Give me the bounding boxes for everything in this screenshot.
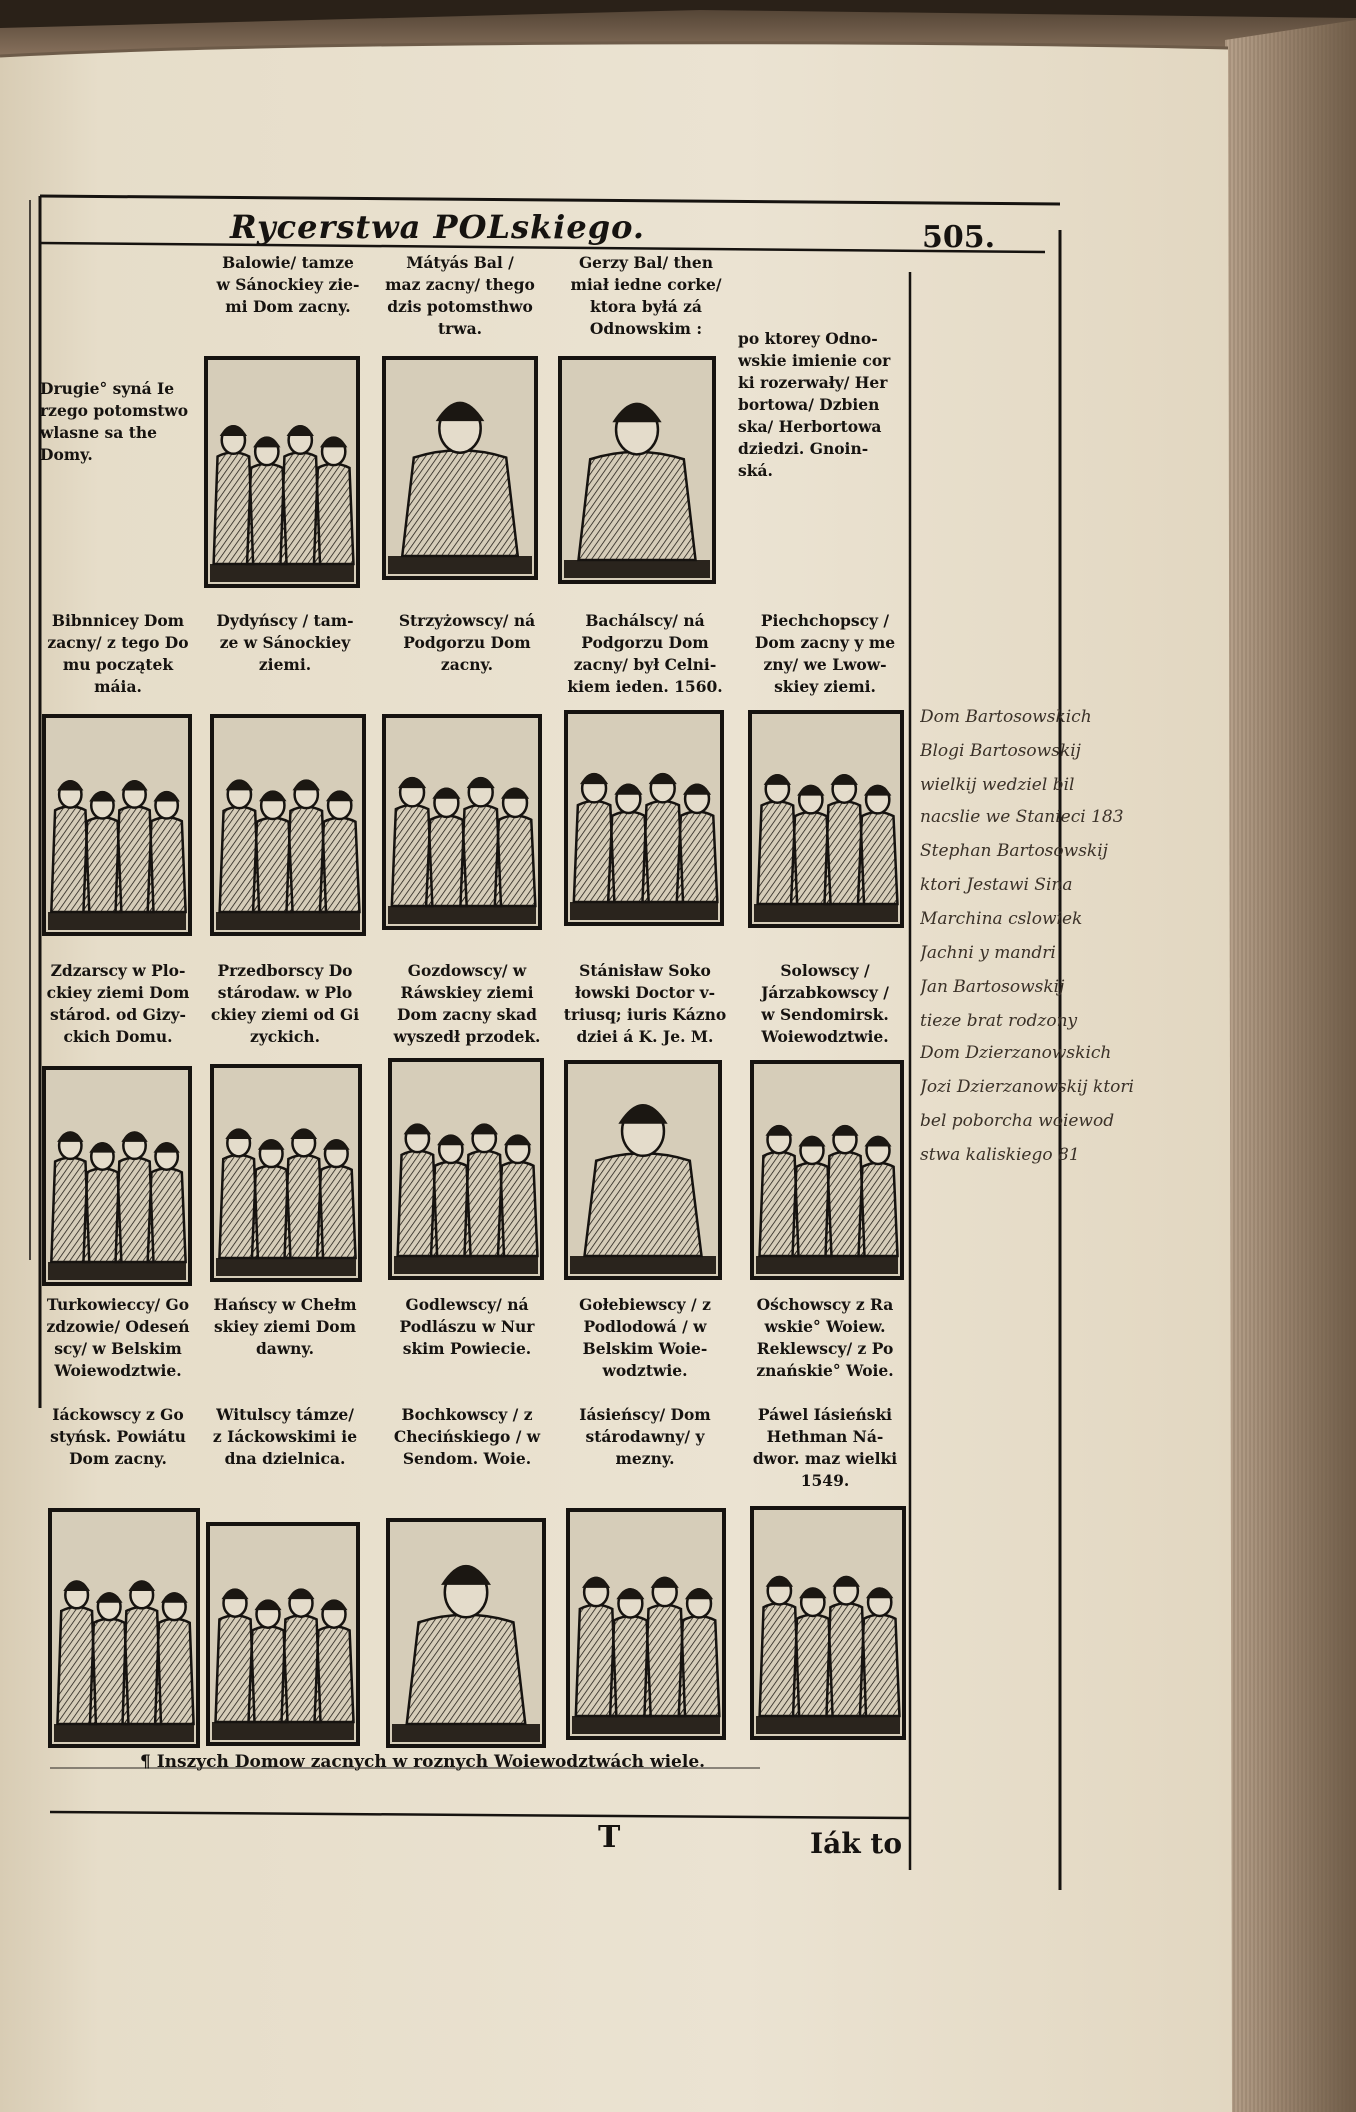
caption-r3-4: Stánisław Soko łowski Doctor v- triusq; iuris Kázno dziei á K. Je. M. [563, 961, 727, 1046]
marginalia-line: bel poborcha woiewod [920, 1111, 1115, 1131]
caption-r5-4: Iásieńscy/ Dom stárodawny/ y mezny. [579, 1405, 711, 1468]
marginalia-line: Dom Dzierzanowskich [920, 1043, 1112, 1063]
caption-r3-5: Solowscy / Járzabkowscy / w Sendomirsk. Woiewodztwie. [761, 961, 889, 1046]
caption-r3-3: Gozdowscy/ w Ráwskiey ziemi Dom zacny skad wyszedł przodek. [393, 961, 541, 1046]
woodcut-group-portrait [206, 358, 358, 586]
caption-r3-2: Przedborscy Do stárodaw. w Plo ckiey ziemi od Gi zyckich. [210, 961, 360, 1046]
woodcut-crowd [44, 716, 190, 934]
marginalia-line: Jan Bartosowskij [920, 977, 1065, 997]
marginalia-line: Dom Bartosowskich [920, 707, 1092, 727]
caption-r5-3: Bochkowscy / z Checińskiego / w Sendom. Woie. [393, 1405, 541, 1468]
caption-r2-3: Strzyżowscy/ ná Podgorzu Dom zacny. [398, 611, 536, 674]
woodcut-crowd [568, 1510, 724, 1738]
marginalia-line: wielkij wedziel bil [920, 775, 1075, 795]
woodcut-crowd [566, 712, 722, 924]
caption-r3-1: Zdzarscy w Plo- ckiey ziemi Dom stárod. od Gizy- ckich Domu. [46, 961, 190, 1046]
woodcut-noble-feathered-cap [44, 1068, 190, 1284]
caption-r1-side-right: po ktorey Odno- wskie imienie cor ki rozerwały/ Her bortowa/ Dzbien ska/ Herbortowa dziedzi. Gnoin- ská. [738, 329, 891, 480]
woodcut-crowd [212, 1066, 360, 1280]
marginalia-line: stwa kaliskiego 81 [920, 1145, 1080, 1165]
caption-r5-2: Witulscy támze/ z Iáckowskimi ie dna dzielnica. [212, 1405, 358, 1468]
caption-r5-1: Iáckowscy z Go styńsk. Powiátu Dom zacny. [50, 1405, 186, 1468]
marginalia-line: ktori Jestawi Sina [920, 875, 1073, 895]
woodcut-noble-fur-cap [384, 358, 536, 578]
woodcut-crowd [384, 716, 540, 928]
caption-r5-5: Páwel Iásieński Hethman Ná- dwor. maz wielki 1549. [752, 1405, 898, 1490]
folio-number: 505. [922, 220, 996, 255]
caption-r4-1: Turkowieccy/ Go zdzowie/ Odeseń scy/ w Belskim Woiewodztwie. [46, 1295, 190, 1380]
caption-r4-2: Hańscy w Chełm skiey ziemi Dom dawny. [213, 1295, 357, 1358]
woodcut-crowd [750, 712, 902, 926]
catchword: Iák to [810, 1827, 902, 1860]
caption-r4-3: Godlewscy/ ná Podlászu w Nur skim Powiecie. [399, 1295, 535, 1358]
marginalia-line: Blogi Bartosowskij [920, 741, 1081, 761]
marginalia-line: Jozi Dzierzanowskij ktori [920, 1077, 1134, 1097]
woodcut-knight-with-sword [560, 358, 714, 582]
woodcut-veiled-figure [388, 1520, 544, 1746]
marginalia-line: Jachni y mandri [920, 943, 1056, 963]
woodcut-crowd [752, 1508, 904, 1738]
running-head: Rycerstwa POLskiego. [230, 208, 645, 246]
marginalia-line: nacslie we Stanieci 183 [920, 807, 1124, 827]
marginalia-line: Marchina cslowiek [920, 909, 1083, 929]
footer-note: ¶ Inszych Domow zacnych w roznych Woiewodztwách wiele. [140, 1752, 706, 1772]
woodcut-crowd [390, 1060, 542, 1278]
caption-r2-1: Bibnnicey Dom zacny/ z tego Do mu początek máia. [47, 611, 189, 696]
caption-r1-3: Gerzy Bal/ then miał iedne corke/ ktora byłá zá Odnowskim : [570, 253, 722, 338]
woodcut-doctor-portrait [566, 1062, 720, 1278]
woodcut-crowd [208, 1524, 358, 1744]
caption-r4-5: Ośchowscy z Ra wskie° Woiew. Reklewscy/ z Po znańskie° Woie. [756, 1295, 894, 1380]
woodcut-crowd [50, 1510, 198, 1746]
caption-r2-4: Bachálscy/ ná Podgorzu Dom zacny/ był Celni- kiem ieden. 1560. [567, 611, 723, 696]
caption-r1-side: Drugie° syná Ie rzego potomstwo wlasne sa the Domy. [40, 379, 189, 464]
marginalia-line: Stephan Bartosowskij [920, 841, 1108, 861]
caption-r4-4: Gołebiewscy / z Podlodowá / w Belskim Woie- wodztwie. [579, 1295, 711, 1380]
caption-r2-2: Dydyńscy / tam- ze w Sánockiey ziemi. [216, 611, 354, 674]
marginalia-line: tieze brat rodzony [920, 1011, 1078, 1031]
signature-mark: T [598, 1820, 621, 1855]
caption-r1-2: Mátyás Bal / maz zacny/ thego dzis potomsthwo trwa. [385, 253, 535, 338]
caption-r2-5: Piechchopscy / Dom zacny y me zny/ we Lwow- skiey ziemi. [754, 611, 896, 696]
woodcut-crowd [752, 1062, 902, 1278]
woodcut-crowd [212, 716, 364, 934]
caption-r1-1: Balowie/ tamze w Sánockiey zie- mi Dom zacny. [216, 253, 360, 316]
